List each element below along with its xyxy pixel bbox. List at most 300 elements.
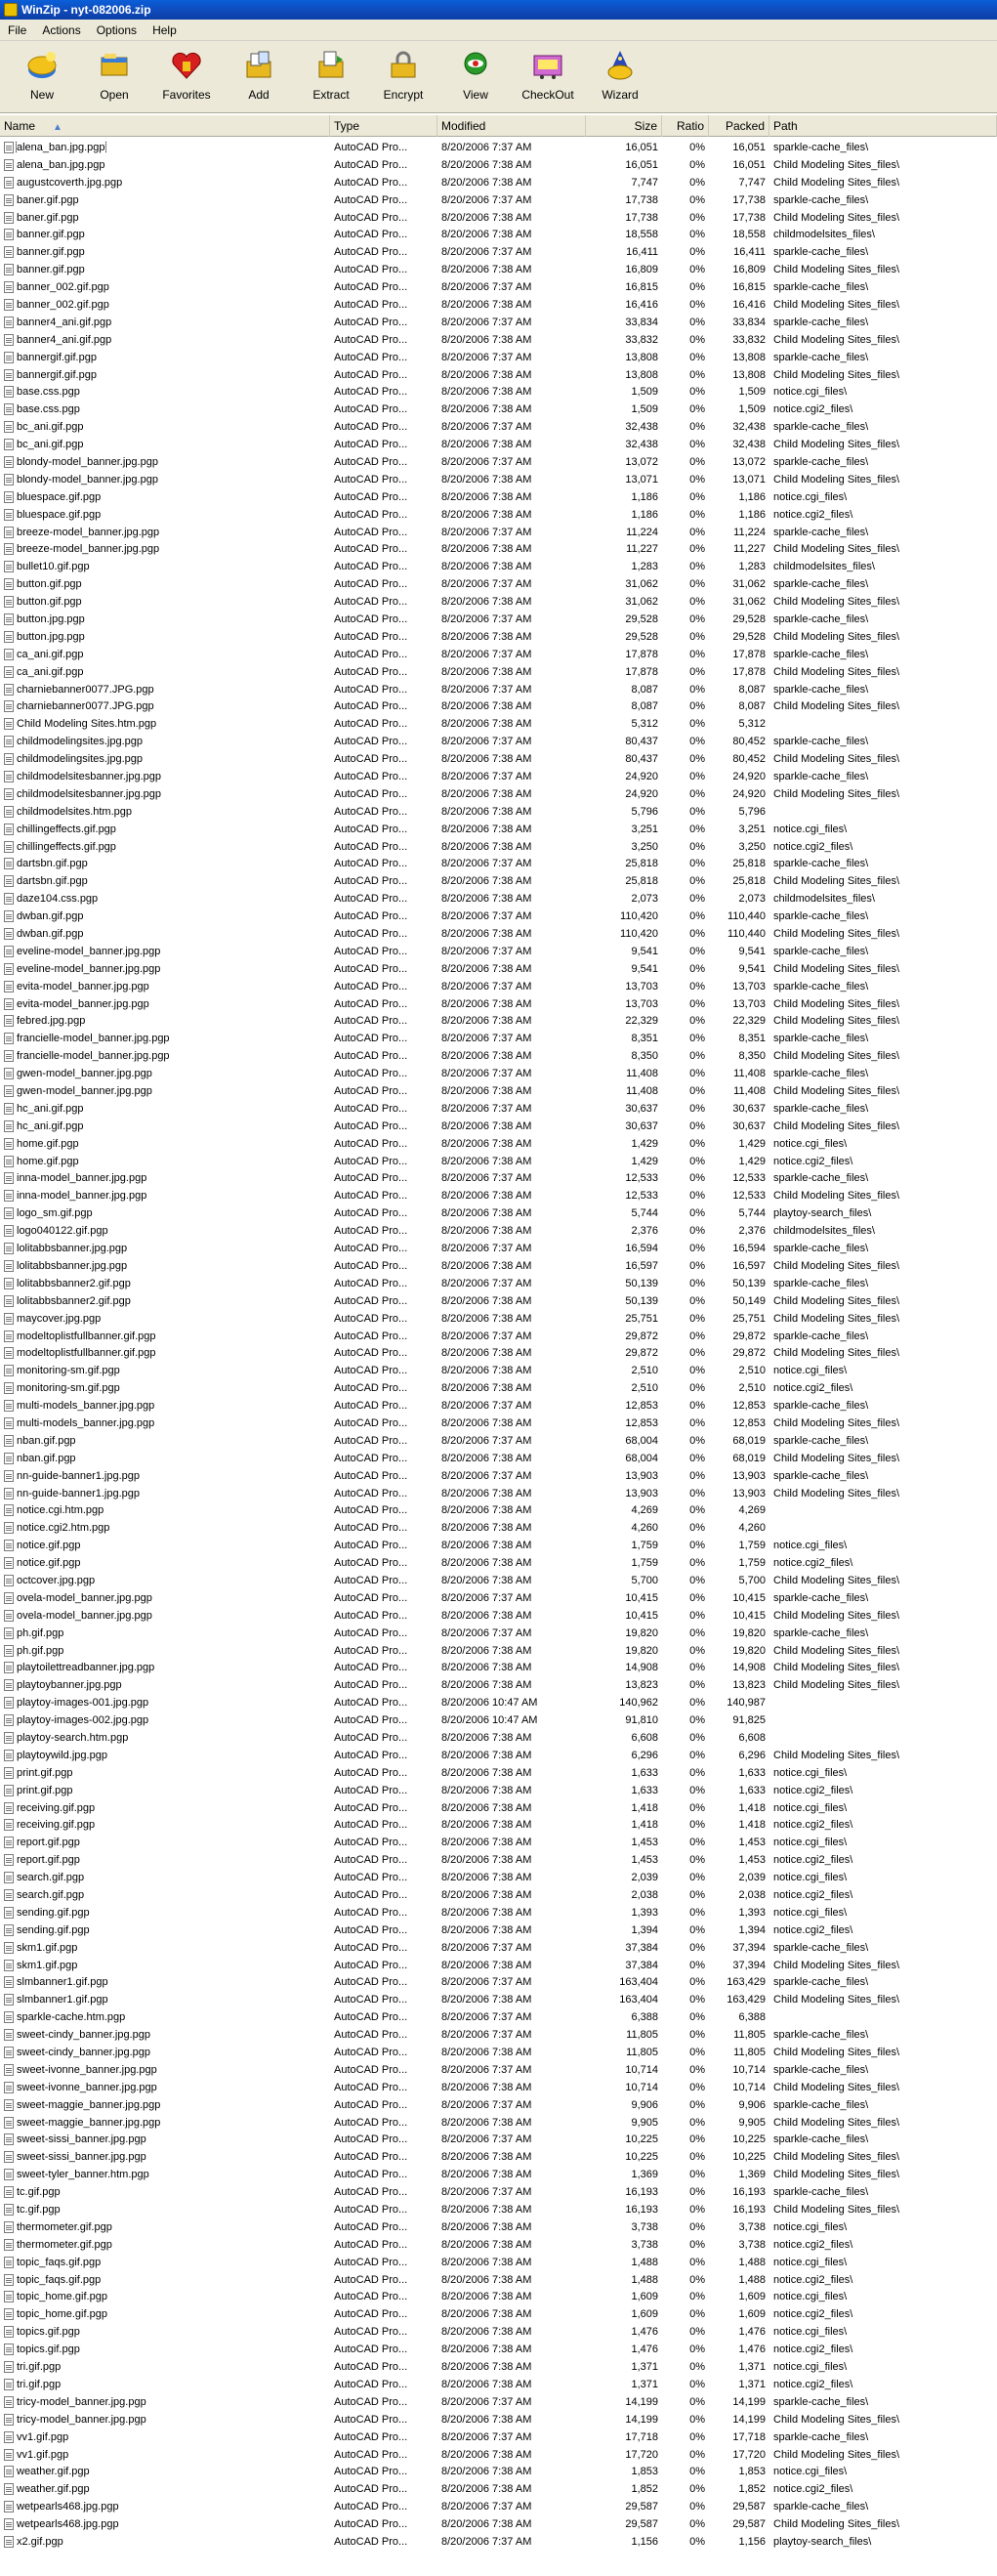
file-row[interactable]: [0, 524, 997, 541]
file-type: AutoCAD Pro...: [334, 316, 408, 328]
checkout-button[interactable]: CheckOut: [512, 41, 584, 109]
file-row[interactable]: [0, 1501, 997, 1519]
file-row[interactable]: [0, 1204, 997, 1222]
menu-file[interactable]: File: [8, 22, 27, 37]
file-row[interactable]: [0, 2323, 997, 2341]
file-icon: [4, 1732, 14, 1744]
file-name: [0, 1976, 330, 1988]
file-row[interactable]: [0, 1625, 997, 1642]
file-row[interactable]: [0, 243, 997, 261]
file-size: 29,587: [625, 2518, 658, 2531]
file-row[interactable]: [0, 611, 997, 628]
file-type: AutoCAD Pro...: [334, 176, 408, 189]
file-path: Child Modeling Sites_files\: [773, 753, 900, 766]
file-row[interactable]: [0, 1415, 997, 1432]
file-row[interactable]: [0, 1153, 997, 1170]
file-packed: 33,834: [732, 316, 766, 328]
file-row[interactable]: [0, 2236, 997, 2254]
column-header-name[interactable]: Name ▲: [0, 115, 330, 137]
file-ratio: 0%: [689, 1487, 705, 1499]
file-packed: 19,820: [732, 1626, 766, 1639]
file-packed: 5,796: [738, 805, 766, 818]
menu-help[interactable]: Help: [152, 22, 177, 37]
file-row[interactable]: [0, 1450, 997, 1467]
file-row[interactable]: [0, 1013, 997, 1031]
file-row[interactable]: [0, 768, 997, 785]
file-packed: 5,744: [738, 1207, 766, 1220]
file-row[interactable]: [0, 1257, 997, 1275]
file-type: AutoCAD Pro...: [334, 2098, 408, 2111]
file-name: [0, 212, 330, 224]
file-row[interactable]: [0, 1379, 997, 1397]
file-path: Child Modeling Sites_files\: [773, 962, 900, 975]
file-row[interactable]: [0, 2026, 997, 2044]
file-size: 1,429: [631, 1155, 658, 1167]
file-path: sparkle-cache_files\: [773, 2395, 869, 2408]
file-row[interactable]: [0, 383, 997, 401]
file-row[interactable]: [0, 2358, 997, 2376]
file-size: 13,808: [625, 351, 658, 363]
file-row[interactable]: [0, 698, 997, 716]
file-row[interactable]: [0, 1782, 997, 1799]
file-modified: 8/20/2006 7:37 AM: [441, 1941, 532, 1954]
file-row[interactable]: [0, 1711, 997, 1729]
file-row[interactable]: [0, 2061, 997, 2079]
file-row[interactable]: [0, 1957, 997, 1974]
file-path: notice.cgi_files\: [773, 2466, 848, 2478]
file-row[interactable]: [0, 978, 997, 995]
file-row[interactable]: [0, 575, 997, 593]
file-icon: [4, 1068, 14, 1079]
file-row[interactable]: [0, 1799, 997, 1817]
file-name: [0, 1435, 330, 1447]
file-size: 91,810: [625, 1714, 658, 1727]
file-row[interactable]: [0, 1764, 997, 1782]
file-row[interactable]: [0, 2376, 997, 2393]
file-ratio: 0%: [689, 787, 705, 800]
file-row[interactable]: [0, 1991, 997, 2008]
file-path: sparkle-cache_files\: [773, 351, 869, 363]
file-row[interactable]: [0, 2166, 997, 2183]
file-row[interactable]: [0, 715, 997, 733]
file-row[interactable]: [0, 1747, 997, 1764]
file-packed: 2,073: [738, 893, 766, 906]
file-ratio: 0%: [689, 2151, 705, 2164]
file-path: sparkle-cache_files\: [773, 578, 869, 591]
file-row[interactable]: [0, 733, 997, 750]
file-size: 16,051: [625, 158, 658, 171]
file-modified: 8/20/2006 7:38 AM: [441, 1557, 532, 1570]
file-row[interactable]: [0, 1065, 997, 1082]
file-name-text: ovela-model_banner.jpg.pgp: [17, 1591, 152, 1604]
file-packed: 11,805: [733, 2047, 766, 2059]
file-path: Child Modeling Sites_files\: [773, 1259, 900, 1272]
file-row[interactable]: [0, 1240, 997, 1257]
file-row[interactable]: [0, 925, 997, 943]
file-size: 2,038: [631, 1889, 658, 1901]
file-row[interactable]: [0, 2446, 997, 2464]
file-row[interactable]: [0, 436, 997, 453]
file-path: notice.cgi_files\: [773, 1540, 848, 1552]
file-row[interactable]: [0, 1642, 997, 1660]
file-size: 10,225: [625, 2133, 658, 2146]
file-row[interactable]: [0, 401, 997, 418]
file-icon: [4, 386, 14, 398]
file-row[interactable]: [0, 1886, 997, 1904]
menu-options[interactable]: Options: [96, 22, 138, 37]
file-row[interactable]: [0, 2183, 997, 2201]
file-name: [0, 1172, 330, 1184]
file-ratio: 0%: [689, 612, 705, 625]
file-row[interactable]: [0, 139, 997, 156]
file-row[interactable]: [0, 681, 997, 698]
file-name-text: tc.gif.pgp: [17, 2204, 61, 2217]
file-path: sparkle-cache_files\: [773, 683, 869, 696]
file-icon: [4, 229, 14, 240]
file-icon: [4, 509, 14, 521]
file-name-text: dwban.gif.pgp: [17, 910, 84, 923]
file-type: AutoCAD Pro...: [334, 2535, 408, 2548]
file-row[interactable]: [0, 1467, 997, 1485]
file-row[interactable]: [0, 593, 997, 611]
file-row[interactable]: [0, 1047, 997, 1065]
file-row[interactable]: [0, 1275, 997, 1292]
file-name-text: nban.gif.pgp: [17, 1434, 76, 1447]
file-name: [0, 317, 330, 328]
file-row[interactable]: [0, 1310, 997, 1328]
file-row[interactable]: [0, 1676, 997, 1694]
file-row[interactable]: [0, 1344, 997, 1362]
file-path: sparkle-cache_files\: [773, 2063, 869, 2076]
file-size: 1,609: [631, 2291, 658, 2303]
file-row[interactable]: [0, 1554, 997, 1572]
file-name-text: sweet-tyler_banner.htm.pgp: [17, 2169, 149, 2181]
file-ratio: 0%: [689, 823, 705, 835]
file-type: AutoCAD Pro...: [334, 455, 408, 468]
file-row[interactable]: [0, 628, 997, 646]
wizard-button[interactable]: Wizard: [584, 41, 656, 109]
file-row[interactable]: [0, 2393, 997, 2411]
encrypt-button[interactable]: Encrypt: [367, 41, 439, 109]
file-row[interactable]: [0, 2271, 997, 2289]
file-packed: 163,429: [727, 1976, 766, 1989]
file-row[interactable]: [0, 1170, 997, 1188]
file-row[interactable]: [0, 314, 997, 331]
file-row[interactable]: [0, 838, 997, 856]
file-row[interactable]: [0, 2079, 997, 2096]
file-size: 9,905: [631, 2116, 658, 2129]
file-path: notice.cgi_files\: [773, 823, 848, 835]
file-name: [0, 1679, 330, 1691]
file-modified: 8/20/2006 7:38 AM: [441, 1190, 532, 1203]
file-icon: [4, 788, 14, 800]
file-name-text: Child Modeling Sites.htm.pgp: [17, 718, 157, 731]
file-name: [0, 1889, 330, 1901]
file-row[interactable]: [0, 1659, 997, 1676]
column-header-ratio[interactable]: Ratio: [662, 115, 709, 137]
file-row[interactable]: [0, 943, 997, 960]
file-name-text: wetpearls468.jpg.pgp: [17, 2518, 119, 2531]
file-packed: 11,224: [733, 526, 766, 538]
file-row[interactable]: [0, 156, 997, 174]
file-row[interactable]: [0, 2044, 997, 2061]
file-row[interactable]: [0, 1921, 997, 1939]
toolbar: [0, 41, 997, 113]
file-size: 1,418: [631, 1819, 658, 1832]
file-icon: [4, 1854, 14, 1866]
file-row[interactable]: [0, 1135, 997, 1153]
file-row[interactable]: [0, 540, 997, 558]
file-row[interactable]: [0, 960, 997, 978]
file-icon: [4, 1592, 14, 1604]
file-name-text: bannergif.gif.pgp: [17, 351, 97, 363]
favorites-button[interactable]: Favorites: [150, 41, 223, 109]
file-path: Child Modeling Sites_files\: [773, 2047, 900, 2059]
file-type: AutoCAD Pro...: [334, 1172, 408, 1185]
file-row[interactable]: [0, 1485, 997, 1502]
file-row[interactable]: [0, 1974, 997, 1992]
menu-actions[interactable]: Actions: [42, 22, 81, 37]
file-ratio: 0%: [689, 2186, 705, 2199]
file-row[interactable]: [0, 2008, 997, 2026]
column-header-packed[interactable]: Packed: [709, 115, 769, 137]
file-name: [0, 2221, 330, 2233]
file-size: 29,872: [625, 1347, 658, 1360]
file-row[interactable]: [0, 1589, 997, 1607]
column-header-modified[interactable]: Modified: [437, 115, 586, 137]
file-packed: 8,350: [738, 1050, 766, 1063]
file-path: sparkle-cache_files\: [773, 1243, 869, 1255]
file-size: 30,637: [625, 1119, 658, 1132]
file-row[interactable]: [0, 2114, 997, 2132]
file-row[interactable]: [0, 209, 997, 227]
file-name: [0, 2239, 330, 2251]
file-row[interactable]: [0, 1869, 997, 1886]
file-name: [0, 2099, 330, 2111]
file-packed: 7,747: [738, 176, 766, 189]
file-type: AutoCAD Pro...: [334, 1452, 408, 1464]
file-ratio: 0%: [689, 1731, 705, 1744]
file-row[interactable]: [0, 191, 997, 209]
file-modified: 8/20/2006 7:37 AM: [441, 2501, 532, 2513]
file-icon: [4, 823, 14, 835]
file-type: AutoCAD Pro...: [334, 787, 408, 800]
file-row[interactable]: [0, 2498, 997, 2515]
file-row[interactable]: [0, 2132, 997, 2149]
file-row[interactable]: [0, 2218, 997, 2236]
file-modified: 8/20/2006 7:38 AM: [441, 439, 532, 451]
file-name: [0, 858, 330, 869]
file-name-text: childmodelsitesbanner.jpg.pgp: [17, 787, 161, 800]
file-name-text: francielle-model_banner.jpg.pgp: [17, 1033, 170, 1045]
file-row[interactable]: [0, 349, 997, 366]
file-type: AutoCAD Pro...: [334, 1591, 408, 1604]
file-row[interactable]: [0, 261, 997, 278]
file-size: 29,528: [625, 612, 658, 625]
file-row[interactable]: [0, 1607, 997, 1625]
file-modified: 8/20/2006 7:38 AM: [441, 508, 532, 521]
file-name-text: lolitabbsbanner2.gif.pgp: [17, 1277, 131, 1289]
file-row[interactable]: [0, 366, 997, 384]
file-row[interactable]: [0, 558, 997, 575]
file-modified: 8/20/2006 7:37 AM: [441, 281, 532, 294]
file-type: AutoCAD Pro...: [334, 561, 408, 573]
file-path: Child Modeling Sites_files\: [773, 1015, 900, 1028]
file-row[interactable]: [0, 331, 997, 349]
file-packed: 1,609: [738, 2308, 766, 2321]
file-row[interactable]: [0, 1519, 997, 1537]
file-row[interactable]: [0, 1118, 997, 1135]
file-packed: 2,038: [738, 1889, 766, 1901]
file-row[interactable]: [0, 663, 997, 681]
column-header-type[interactable]: Type: [330, 115, 437, 137]
file-name: [0, 788, 330, 800]
file-name-text: banner_002.gif.pgp: [17, 298, 109, 311]
open-button[interactable]: Open: [78, 41, 150, 109]
file-type: AutoCAD Pro...: [334, 1225, 408, 1238]
file-row[interactable]: [0, 2305, 997, 2323]
file-row[interactable]: [0, 2411, 997, 2428]
file-path: sparkle-cache_files\: [773, 1591, 869, 1604]
file-row[interactable]: [0, 872, 997, 890]
file-row[interactable]: [0, 488, 997, 506]
file-name: [0, 1592, 330, 1604]
file-name-text: sending.gif.pgp: [17, 1923, 90, 1936]
extract-button[interactable]: Extract: [295, 41, 367, 109]
file-name: [0, 1225, 330, 1237]
file-row[interactable]: [0, 1362, 997, 1379]
file-row[interactable]: [0, 2289, 997, 2306]
file-icon: [4, 753, 14, 765]
file-name: [0, 1050, 330, 1062]
view-icon: [457, 47, 494, 84]
file-size: 10,415: [625, 1609, 658, 1622]
file-size: 1,759: [631, 1557, 658, 1570]
file-row[interactable]: [0, 1328, 997, 1345]
file-row[interactable]: [0, 2254, 997, 2271]
file-row[interactable]: [0, 856, 997, 873]
file-name-text: playtoy-search.htm.pgp: [17, 1731, 129, 1744]
file-row[interactable]: [0, 2428, 997, 2446]
file-name: [0, 264, 330, 275]
file-row[interactable]: [0, 1222, 997, 1240]
file-row[interactable]: [0, 1572, 997, 1589]
file-packed: 3,251: [738, 823, 766, 835]
file-icon: [4, 2011, 14, 2023]
file-packed: 12,853: [732, 1416, 766, 1429]
file-type: AutoCAD Pro...: [334, 2466, 408, 2478]
file-row[interactable]: [0, 2096, 997, 2114]
file-ratio: 0%: [689, 1854, 705, 1867]
file-row[interactable]: [0, 418, 997, 436]
file-path: sparkle-cache_files\: [773, 246, 869, 259]
file-name: [0, 2396, 330, 2408]
file-row[interactable]: [0, 1187, 997, 1204]
file-row[interactable]: [0, 471, 997, 488]
file-row[interactable]: [0, 2463, 997, 2480]
file-row[interactable]: [0, 1694, 997, 1711]
file-path: notice.cgi_files\: [773, 386, 848, 399]
file-row[interactable]: [0, 1030, 997, 1047]
file-modified: 8/20/2006 7:38 AM: [441, 2169, 532, 2181]
view-button[interactable]: View: [439, 41, 512, 109]
file-row[interactable]: [0, 785, 997, 803]
file-name: [0, 1190, 330, 1202]
file-modified: 8/20/2006 7:38 AM: [441, 630, 532, 643]
file-row[interactable]: [0, 2515, 997, 2533]
file-size: 8,087: [631, 700, 658, 713]
file-ratio: 0%: [689, 211, 705, 224]
column-header-size[interactable]: Size: [586, 115, 662, 137]
file-name-text: playtoybanner.jpg.pgp: [17, 1679, 122, 1692]
file-row[interactable]: [0, 453, 997, 471]
file-row[interactable]: [0, 1292, 997, 1310]
file-ratio: 0%: [689, 490, 705, 503]
file-row[interactable]: [0, 646, 997, 663]
file-type: AutoCAD Pro...: [334, 2151, 408, 2164]
file-row[interactable]: [0, 821, 997, 838]
new-button[interactable]: New: [6, 41, 78, 109]
file-name: [0, 1488, 330, 1499]
file-row[interactable]: [0, 1537, 997, 1554]
file-modified: 8/20/2006 7:37 AM: [441, 1434, 532, 1447]
file-type: AutoCAD Pro...: [334, 823, 408, 835]
file-row[interactable]: [0, 296, 997, 314]
file-packed: 14,908: [732, 1662, 766, 1674]
file-row[interactable]: [0, 1432, 997, 1450]
file-icon: [4, 2169, 14, 2180]
add-button[interactable]: Add: [223, 41, 295, 109]
file-row[interactable]: [0, 1834, 997, 1851]
file-type: AutoCAD Pro...: [334, 1033, 408, 1045]
file-row[interactable]: [0, 278, 997, 296]
file-name-text: sweet-sissi_banner.jpg.pgp: [17, 2151, 146, 2164]
file-row[interactable]: [0, 506, 997, 524]
column-header-path[interactable]: Path: [769, 115, 997, 137]
file-path: notice.cgi_files\: [773, 1137, 848, 1150]
file-row[interactable]: [0, 2533, 997, 2551]
file-type: AutoCAD Pro...: [334, 1243, 408, 1255]
file-row[interactable]: [0, 1851, 997, 1869]
file-row[interactable]: [0, 226, 997, 243]
file-row[interactable]: [0, 1729, 997, 1747]
file-row[interactable]: [0, 890, 997, 908]
file-name-text: bullet10.gif.pgp: [17, 561, 90, 573]
file-row[interactable]: [0, 1817, 997, 1835]
file-icon: [4, 1662, 14, 1673]
file-ratio: 0%: [689, 1469, 705, 1482]
file-row[interactable]: [0, 2148, 997, 2166]
file-icon: [4, 1557, 14, 1569]
file-ratio: 0%: [689, 2273, 705, 2286]
file-row[interactable]: [0, 174, 997, 191]
file-row[interactable]: [0, 1100, 997, 1118]
file-type: AutoCAD Pro...: [334, 1277, 408, 1289]
file-row[interactable]: [0, 2201, 997, 2218]
file-row[interactable]: [0, 1082, 997, 1100]
file-type: AutoCAD Pro...: [334, 1102, 408, 1115]
file-row[interactable]: [0, 750, 997, 768]
file-row[interactable]: [0, 2341, 997, 2358]
file-row[interactable]: [0, 2480, 997, 2498]
file-row[interactable]: [0, 803, 997, 821]
file-row[interactable]: [0, 1397, 997, 1415]
file-row[interactable]: [0, 995, 997, 1013]
file-path: Child Modeling Sites_files\: [773, 2413, 900, 2426]
file-row[interactable]: [0, 908, 997, 925]
file-row[interactable]: [0, 1939, 997, 1957]
file-row[interactable]: [0, 1904, 997, 1921]
